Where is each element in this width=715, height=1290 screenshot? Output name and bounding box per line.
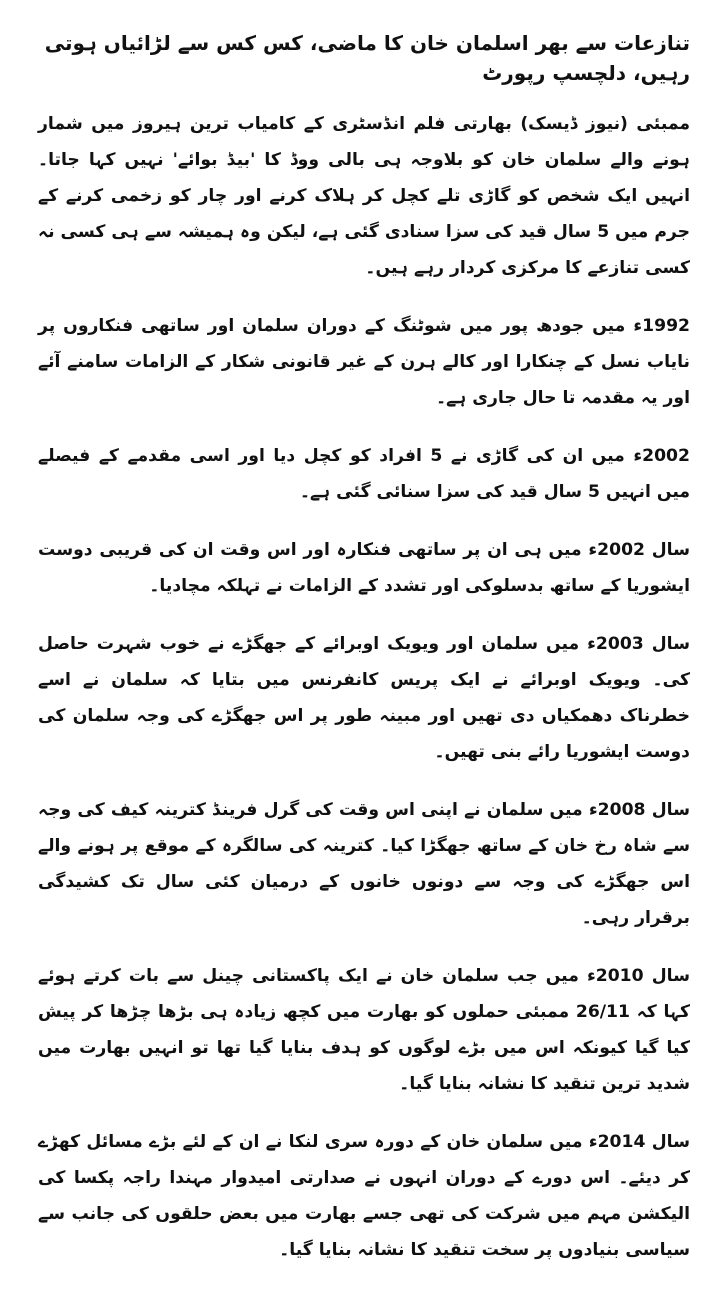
article-paragraph: سال 2010ء میں جب سلمان خان نے ایک پاکستانی چینل سے بات کرتے ہوئے کہا کہ 26/11 ممبئی حملوں کو بھارت میں کچھ زیادہ ہی بڑھا چڑھا کر پیش کیا گیا کیونکہ اس میں بڑے لوگوں کو ہدف بنایا گیا تھا تو انہیں بھارت میں شدید ترین تنقید کا نشانہ بنایا گیا۔ bbox=[38, 966, 690, 1094]
article-paragraph: 2002ء میں ان کی گاڑی نے 5 افراد کو کچل دیا اور اسی مقدمے کے فیصلے میں انہیں 5 سال قید کی سزا سنائی گئی ہے۔ bbox=[38, 446, 690, 502]
article-paragraph: سال 2014ء میں سلمان خان کے دورہ سری لنکا نے ان کے لئے بڑے مسائل کھڑے کر دیئے۔ اس دورے کے دوران انہوں نے صدارتی امیدوار مہندا راجہ پکسا کی الیکشن مہم میں شرکت کی تھی جسے بھارت میں بعض حلقوں کی جانب سے سیاسی بنیادوں پر سخت تنقید کا نشانہ بنایا گیا۔ bbox=[38, 1132, 690, 1260]
article-paragraph: سال 2008ء میں سلمان نے اپنی اس وقت کی گرل فرینڈ کترینہ کیف کی وجہ سے شاہ رخ خان کے ساتھ جھگڑا کیا۔ کترینہ کی سالگرہ کے موقع پر ہونے والے اس جھگڑے کی وجہ سے دونوں خانوں کے درمیان کئی سال تک کشیدگی برقرار رہی۔ bbox=[38, 800, 690, 928]
article-paragraph: ممبئی (نیوز ڈیسک) بھارتی فلم انڈسٹری کے کامیاب ترین ہیروز میں شمار ہونے والے سلمان خان کو بلاوجہ ہی بالی ووڈ کا 'بیڈ بوائے' نہیں کہا جاتا۔ انہیں ایک شخص کو گاڑی تلے کچل کر ہلاک کرنے اور چار کو زخمی کرنے کے جرم میں 5 سال قید کی سزا سنادی گئی ہے، لیکن وہ ہمیشہ سے ہی کسی نہ کسی تنازعے کا مرکزی کردار رہے ہیں۔ bbox=[38, 114, 690, 278]
article-paragraph: سال 2003ء میں سلمان اور ویویک اوبرائے کے جھگڑے نے خوب شہرت حاصل کی۔ ویویک اوبرائے نے ایک پریس کانفرنس میں بتایا کہ سلمان نے اسے خطرناک دھمکیاں دی تھیں اور مبینہ طور پر اس جھگڑے کی وجہ سلمان کی دوست ایشوریا رائے بنی تھیں۔ bbox=[38, 634, 690, 762]
article-paragraph: 1992ء میں جودھ پور میں شوٹنگ کے دوران سلمان اور ساتھی فنکاروں پر نایاب نسل کے چنکارا اور کالے ہرن کے غیر قانونی شکار کے الزامات سامنے آئے اور یہ مقدمہ تا حال جاری ہے۔ bbox=[38, 316, 690, 408]
article bbox=[38, 10, 690, 1290]
article-paragraph: سال 2002ء میں ہی ان پر ساتھی فنکارہ اور اس وقت ان کی قریبی دوست ایشوریا کے ساتھ بدسلوکی اور تشدد کے الزامات نے تہلکہ مچادیا۔ bbox=[38, 540, 690, 596]
article-title: تنازعات سے بھر اسلمان خان کا ماضی، کس کس سے لڑائیاں ہوتی رہیں، دلچسپ رپورٹ bbox=[44, 31, 690, 85]
